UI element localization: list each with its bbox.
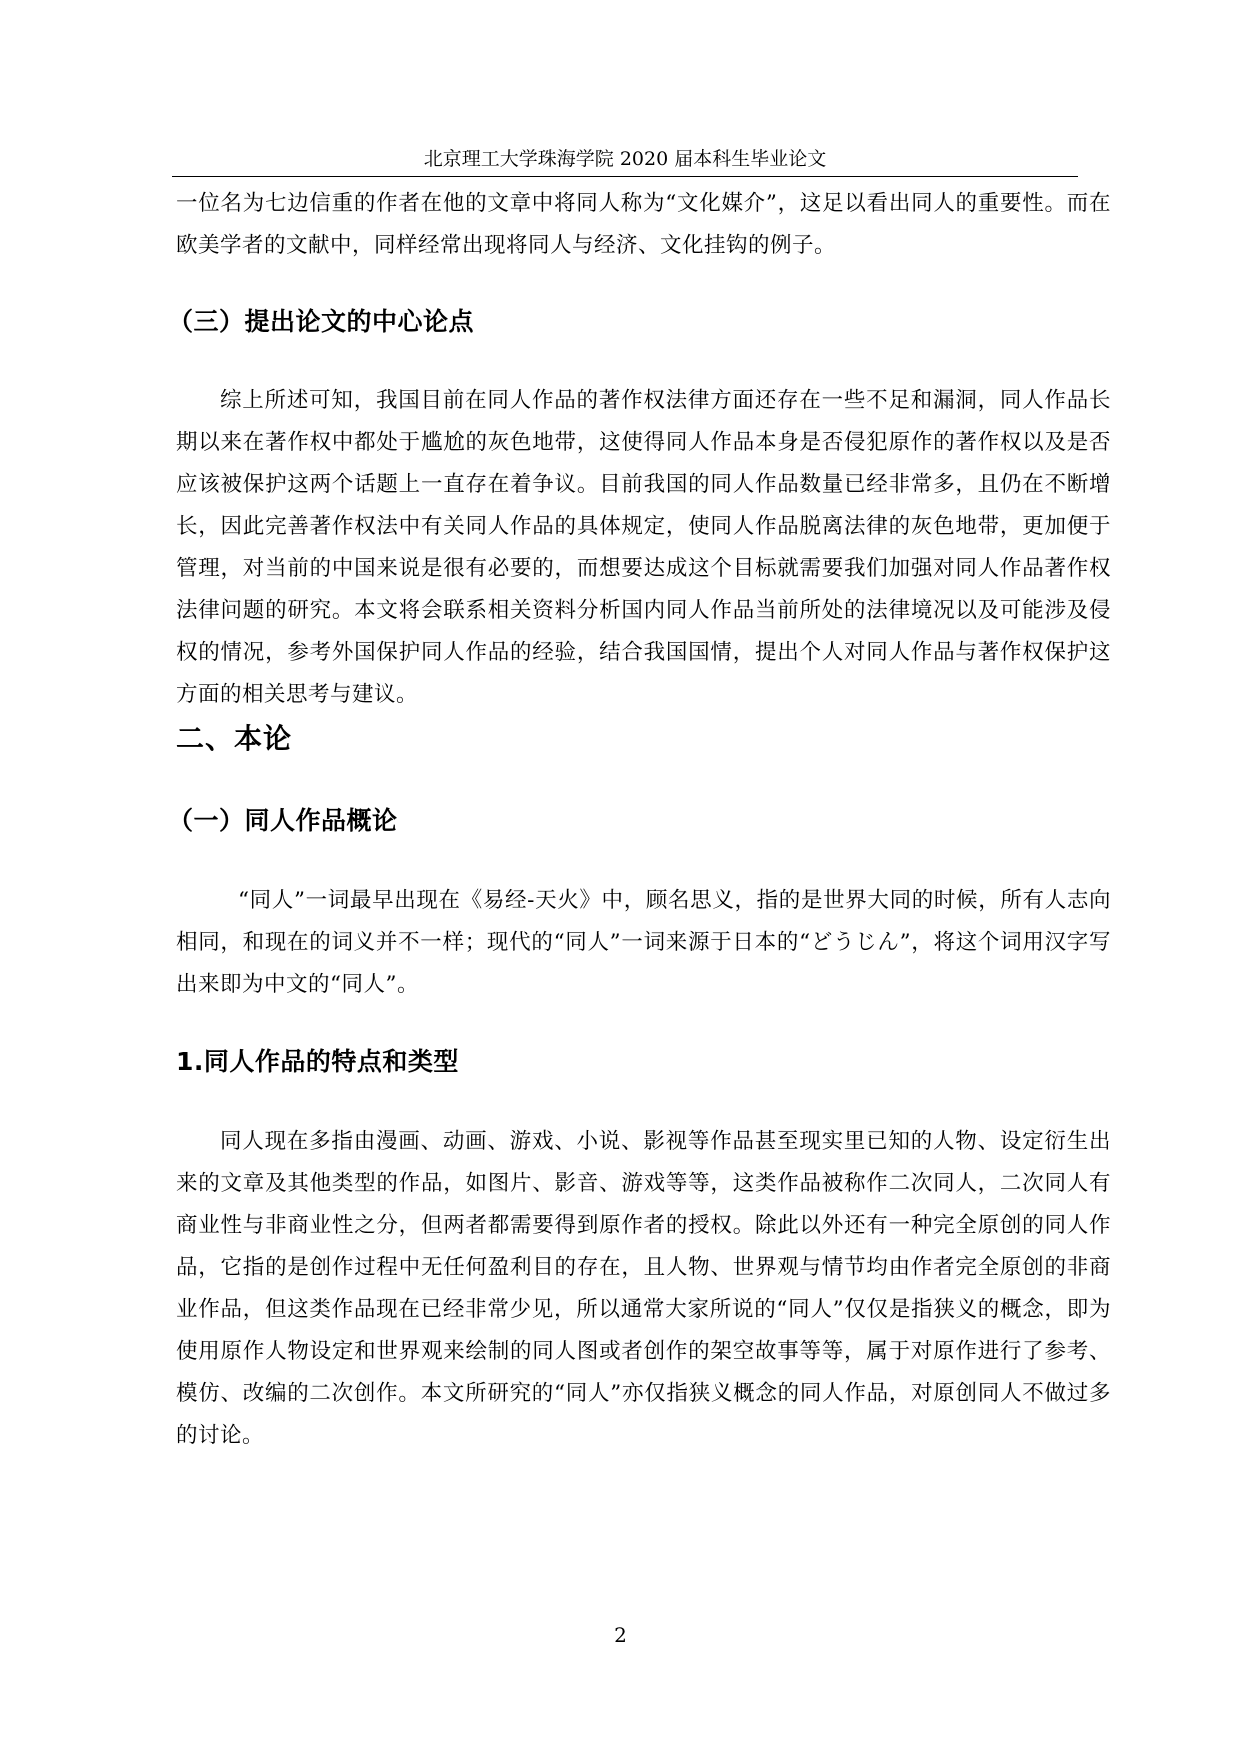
subsection-heading-1: （一）同人作品概论 bbox=[168, 806, 398, 835]
section-3-paragraph: 综上所述可知，我国目前在同人作品的著作权法律方面还存在一些不足和漏洞，同人作品长期以来在著作权中都处于尴尬的灰色地带，这使得同人作品本身是否侵犯原作的著作权以及是否应该被保护这两个话题上一直存在着争议。目前我国的同人作品数量已经非常多，且仍在不断增长，因此完善著作权法中有关同人作品的具体规定，使同人作品脱离法律的灰色地带，更加便于管理，对当前的中国来说是很有必要的，而想要达成这个目标就需要我们加强对同人作品著作权法律问题的研究。本文将会联系相关资料分析国内同人作品当前所处的法律境况以及可能涉及侵权的情况，参考外国保护同人作品的经验，结合我国国情，提出个人对同人作品与著作权保护这方面的相关思考与建议。 bbox=[176, 388, 1111, 707]
document-body bbox=[168, 178, 1111, 1457]
item-heading-1: 1.同人作品的特点和类型 bbox=[176, 1047, 459, 1076]
subsection-1-paragraph: “同人”一词最早出现在《易经-天火》中，顾名思义，指的是世界大同的时候，所有人志向相同，和现在的词义并不一样；现代的“同人”一词来源于日本的“どうじん”，将这个词用汉字写出来即为中文的“同人”。 bbox=[176, 888, 1111, 997]
chapter-heading-2: 二、本论 bbox=[176, 722, 293, 755]
intro-paragraph: 一位名为七边信重的作者在他的文章中将同人称为“文化媒介”，这足以看出同人的重要性。而在欧美学者的文献中，同样经常出现将同人与经济、文化挂钩的例子。 bbox=[176, 191, 1111, 258]
page-number: 2 bbox=[614, 1623, 627, 1647]
item-1-paragraph: 同人现在多指由漫画、动画、游戏、小说、影视等作品甚至现实里已知的人物、设定衍生出来的文章及其他类型的作品，如图片、影音、游戏等等，这类作品被称作二次同人，二次同人有商业性与非商业性之分，但两者都需要得到原作者的授权。除此以外还有一种完全原创的同人作品，它指的是创作过程中无任何盈利目的存在，且人物、世界观与情节均由作者完全原创的非商业作品，但这类作品现在已经非常少见，所以通常大家所说的“同人”仅仅是指狭义的概念，即为使用原作人物设定和世界观来绘制的同人图或者创作的架空故事等等，属于对原作进行了参考、模仿、改编的二次创作。本文所研究的“同人”亦仅指狭义概念的同人作品，对原创同人不做过多的讨论。 bbox=[176, 1129, 1111, 1448]
header-divider bbox=[172, 176, 1078, 177]
page-header: 北京理工大学珠海学院 2020 届本科生毕业论文 bbox=[423, 148, 827, 170]
section-heading-3: （三）提出论文的中心论点 bbox=[168, 307, 475, 336]
